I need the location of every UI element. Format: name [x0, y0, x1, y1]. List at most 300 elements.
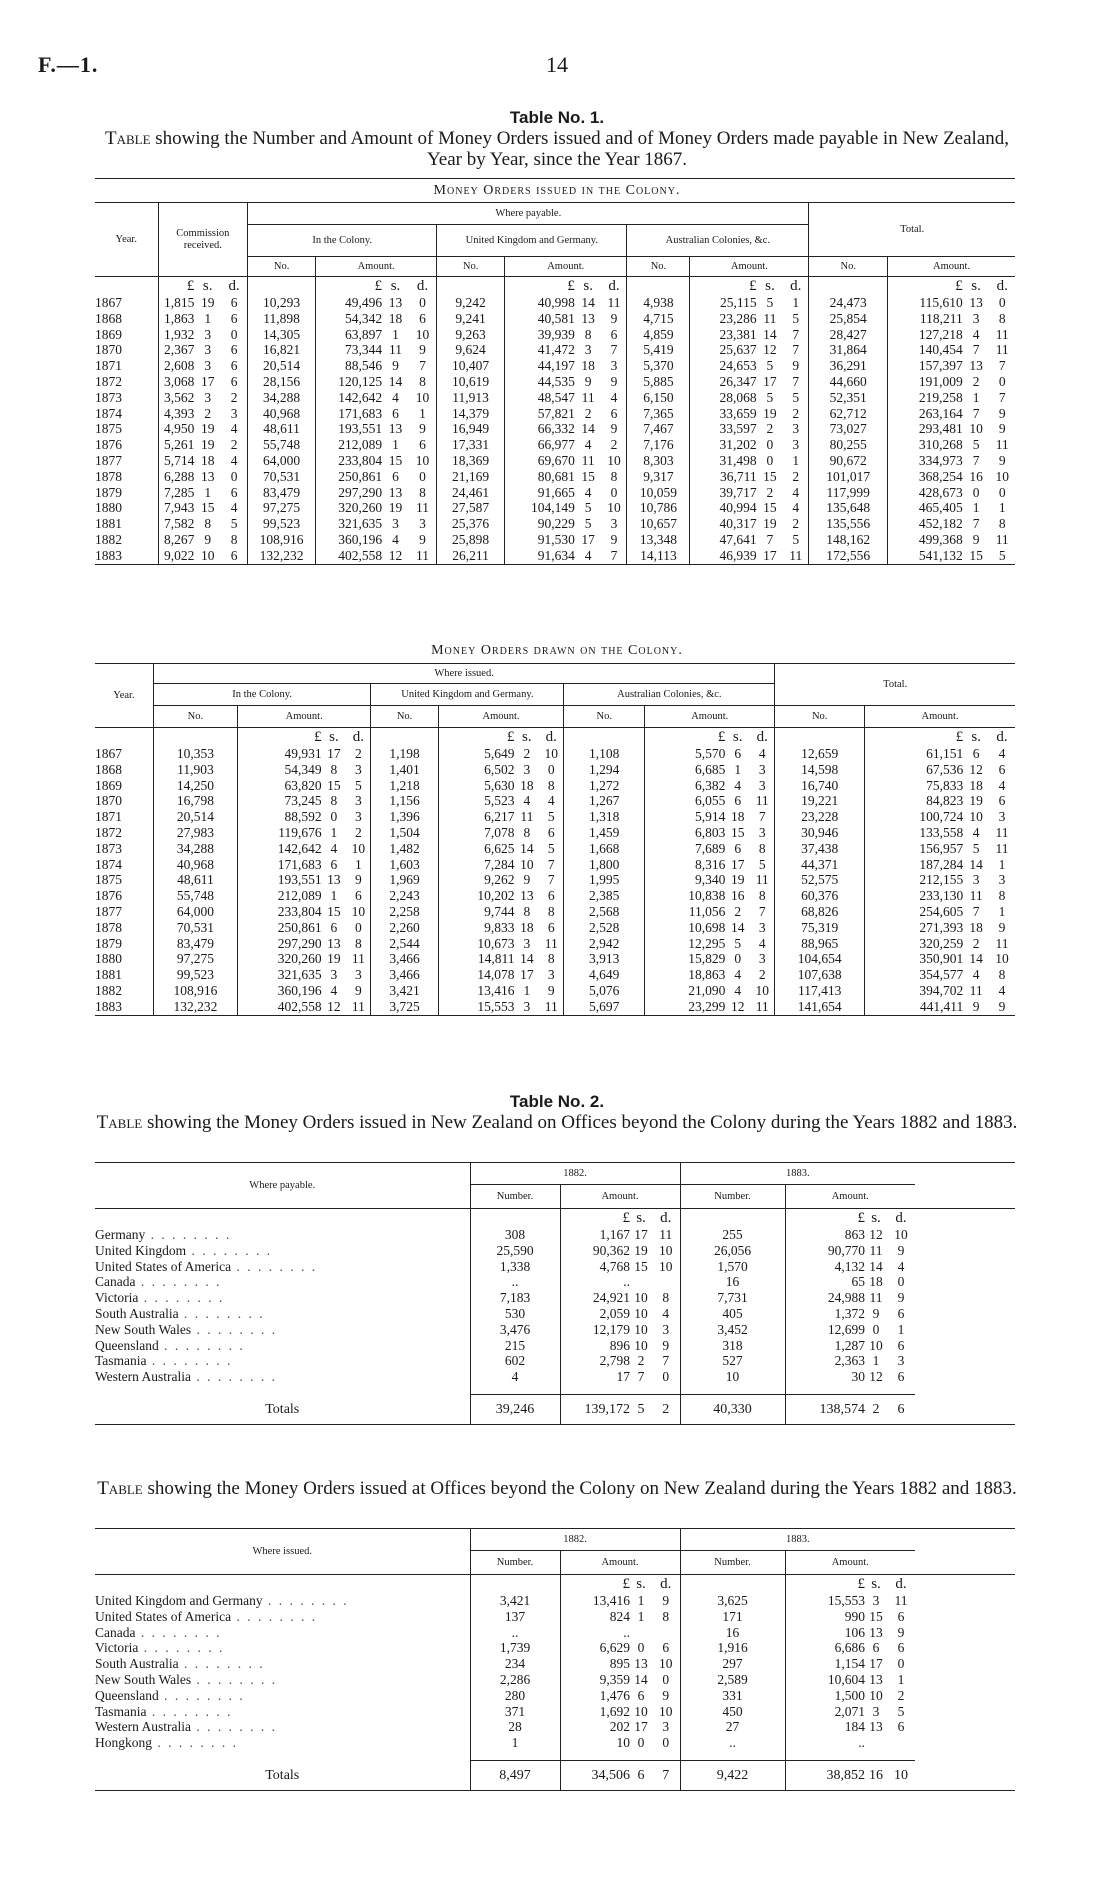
table-row: [95, 872, 1015, 888]
uk-pence: 7: [547, 856, 555, 872]
shilling-symbol: s.: [329, 729, 339, 745]
australian-number: 5,885: [627, 374, 690, 390]
uk-shillings: 3: [523, 761, 531, 777]
empty-cell: [915, 1688, 1015, 1704]
number-1883: 27: [680, 1719, 785, 1735]
table-row: [95, 983, 1015, 999]
place-name: [95, 1735, 470, 1751]
leader-dots: . . . . . . . .: [152, 1735, 238, 1751]
pounds-1883: 15,553: [785, 1593, 865, 1609]
shillings-1882: 19: [634, 1242, 648, 1258]
commission-pence: 8: [230, 531, 238, 547]
commission-pounds: 2,367: [158, 342, 194, 358]
col-no-header: No.: [153, 706, 237, 728]
empty-cell: [95, 277, 158, 296]
empty-cell: [470, 1751, 560, 1761]
total-pence: 9: [998, 421, 1006, 437]
uk-shillings: 3: [523, 998, 531, 1014]
empty-cell: [915, 1593, 1015, 1609]
total-pence: 9: [998, 919, 1006, 935]
colony-pence: 10: [351, 903, 366, 919]
colony-shillings: 15: [327, 903, 341, 919]
empty-cell: [470, 1575, 560, 1594]
table-row: [95, 1274, 1015, 1290]
colony-number: 83,479: [248, 485, 316, 501]
total-number: 16,740: [775, 778, 865, 794]
shillings-1883: 12: [869, 1369, 883, 1385]
place-name: [95, 1243, 470, 1259]
pence-1882: 10: [659, 1242, 673, 1258]
col-number-header: Number.: [680, 1551, 785, 1575]
empty-cell: [437, 277, 505, 296]
total-pence: 0: [998, 484, 1006, 500]
empty-cell: [785, 1751, 865, 1761]
uk-shillings: 4: [584, 547, 592, 563]
uk-shillings: 5: [584, 516, 592, 532]
shillings-1882: 0: [637, 1735, 645, 1751]
colony-number: 99,523: [248, 516, 316, 532]
leader-dots: . . . . . . . .: [191, 1369, 278, 1385]
uk-number: 1,401: [371, 762, 438, 778]
uk-pounds: 5,630: [438, 778, 514, 794]
total-pence: 3: [998, 872, 1006, 888]
total-pence: 3: [998, 809, 1006, 825]
uk-pounds: 7,284: [438, 857, 514, 873]
commission-pounds: 7,285: [158, 485, 194, 501]
uk-number: 11,913: [437, 390, 505, 406]
uk-number: 2,258: [371, 904, 438, 920]
table-row: [95, 1640, 1015, 1656]
total-pounds: 310,268: [888, 437, 963, 453]
total-pence-1883: 6: [887, 1395, 915, 1425]
col-amount-header: Amount.: [645, 706, 775, 728]
australian-pence: 1: [792, 295, 800, 310]
number-1883: 171: [680, 1609, 785, 1625]
commission-pence: 6: [230, 484, 238, 500]
pence-1883: 6: [897, 1640, 905, 1656]
uk-number: 10,619: [437, 374, 505, 390]
uk-pounds: 9,744: [438, 904, 514, 920]
total-shillings-1882: 6: [630, 1761, 652, 1791]
place-name: [95, 1656, 470, 1672]
col-where-payable-header: Where payable.: [95, 1163, 470, 1209]
commission-pounds: 7,943: [158, 500, 194, 516]
place-name: [95, 1719, 470, 1735]
australian-pounds: 5,914: [645, 809, 726, 825]
australian-pounds: 33,659: [690, 406, 757, 422]
col-number-header: Number.: [470, 1185, 560, 1209]
pence-symbol: d.: [608, 278, 620, 294]
colony-pounds: 360,196: [316, 532, 383, 548]
col-amount-header: Amount.: [785, 1551, 915, 1575]
number-1882: 1: [470, 1735, 560, 1751]
empty-cell: [915, 1338, 1015, 1354]
total-pence: 7: [998, 389, 1006, 405]
australian-number: 10,786: [627, 500, 690, 516]
australian-pounds: 47,641: [690, 532, 757, 548]
uk-number: 2,243: [371, 888, 438, 904]
leader-dots: . . . . . . . .: [138, 1290, 225, 1306]
total-shillings: 3: [972, 872, 980, 888]
pounds-1883: 2,071: [785, 1704, 865, 1720]
colony-number: 14,250: [153, 778, 237, 794]
colony-pounds: 233,804: [237, 904, 321, 920]
empty-cell: [627, 277, 690, 296]
colony-pounds: 63,820: [237, 778, 321, 794]
uk-shillings: 4: [523, 793, 531, 809]
total-number: 62,712: [809, 406, 888, 422]
number-1882: 137: [470, 1609, 560, 1625]
australian-pounds: 18,863: [645, 967, 726, 983]
pence-1882: 9: [662, 1687, 670, 1703]
uk-pence: 5: [547, 840, 555, 856]
year-cell: 1877: [95, 452, 122, 468]
total-shillings: 9: [972, 998, 980, 1014]
commission-pence: 0: [230, 326, 238, 342]
uk-pence: 9: [610, 421, 618, 437]
australian-pounds: 26,347: [690, 374, 757, 390]
total-pounds: 127,218: [888, 327, 963, 343]
colony-shillings: 4: [392, 531, 399, 547]
commission-pence: 3: [230, 405, 238, 421]
australian-shillings: 17: [730, 856, 745, 872]
pounds-1883: 106: [785, 1625, 865, 1641]
australian-number: 13,348: [627, 532, 690, 548]
australian-shillings: 4: [734, 967, 742, 983]
australian-pence: 11: [755, 793, 769, 809]
pence-1882: 9: [662, 1593, 670, 1608]
table-row: [95, 327, 1015, 343]
pence-1882: 0: [662, 1671, 670, 1687]
year-cell: 1867: [95, 746, 122, 761]
uk-shillings: 15: [581, 468, 595, 484]
col-amount-header: Amount.: [505, 257, 627, 277]
year-cell: 1874: [95, 405, 122, 421]
total-shillings: 13: [969, 358, 983, 374]
australian-number: 4,649: [564, 967, 645, 983]
colony-pounds: 402,558: [316, 548, 383, 564]
year-cell: 1875: [95, 421, 122, 437]
total-shillings: 4: [972, 967, 980, 983]
pounds-1883: 1,154: [785, 1656, 865, 1672]
year-cell: 1875: [95, 872, 122, 888]
table-row: [95, 516, 1015, 532]
pound-symbol: £: [158, 277, 194, 296]
colony-pence: 2: [354, 824, 362, 840]
commission-pounds: 4,393: [158, 406, 194, 422]
pence-1882: 3: [662, 1719, 670, 1735]
year-cell: 1882: [95, 982, 122, 998]
uk-pence: 8: [547, 951, 555, 967]
australian-pence: 3: [758, 777, 766, 793]
colony-pounds: 212,089: [316, 437, 383, 453]
uk-number: 3,725: [371, 999, 438, 1015]
year-cell: 1871: [95, 809, 122, 825]
total-number: 90,672: [809, 453, 888, 469]
pence-symbol: d.: [352, 729, 364, 745]
total-number-1883: 9,422: [680, 1761, 785, 1791]
commission-shillings: 3: [204, 389, 212, 405]
place-label: Canada: [95, 1624, 136, 1640]
total-pounds: 465,405: [888, 500, 963, 516]
australian-shillings: 5: [766, 389, 774, 405]
colony-shillings: 9: [392, 358, 399, 374]
totals-row-group: [95, 1385, 1015, 1425]
total-pence-1882: 7: [652, 1761, 680, 1791]
total-pounds: 140,454: [888, 342, 963, 358]
australian-pence: 2: [758, 967, 766, 983]
uk-shillings: 13: [520, 888, 534, 904]
empty-cell: [95, 728, 153, 747]
colony-pounds: 88,592: [237, 809, 321, 825]
uk-pence: 5: [547, 809, 555, 825]
empty-cell: [915, 1672, 1015, 1688]
year-cell: 1869: [95, 777, 122, 793]
uk-shillings: 14: [581, 295, 595, 310]
australian-shillings: 2: [766, 484, 774, 500]
colony-pounds: 54,349: [237, 762, 321, 778]
colony-pounds: 120,125: [316, 374, 383, 390]
total-shillings: 7: [972, 405, 980, 421]
section-issued-heading: Money Orders issued in the Colony.: [433, 183, 681, 198]
uk-number: 17,331: [437, 437, 505, 453]
australian-shillings: 11: [763, 310, 777, 326]
pounds-1883: 1,372: [785, 1306, 865, 1322]
year-cell: 1876: [95, 437, 122, 453]
australian-pence: 4: [792, 484, 800, 500]
spacer-row: [95, 1751, 1015, 1761]
empty-cell: [865, 1751, 887, 1761]
shillings-1883: 9: [872, 1305, 880, 1321]
shillings-1882: 10: [634, 1337, 648, 1353]
total-pounds: 115,610: [888, 295, 963, 311]
table-row: [95, 469, 1015, 485]
place-name: [95, 1338, 470, 1354]
place-label: Tasmania: [95, 1353, 147, 1369]
uk-pence: 10: [607, 500, 621, 516]
pounds-1883: 90,770: [785, 1243, 865, 1259]
empty-cell: [915, 1609, 1015, 1625]
colony-shillings: 6: [330, 856, 338, 872]
empty-cell: [680, 1575, 785, 1594]
year-cell: 1883: [95, 998, 122, 1014]
uk-pounds: 39,939: [505, 327, 575, 343]
table-3-caption: [92, 1478, 1022, 1499]
uk-number: 3,421: [371, 983, 438, 999]
commission-pence: 4: [230, 452, 238, 468]
uk-shillings: 3: [584, 342, 592, 358]
total-pounds-1883: 38,852: [785, 1761, 865, 1791]
pound-symbol: £: [645, 728, 726, 747]
totals-row: [95, 1761, 1015, 1791]
australian-pounds: 23,381: [690, 327, 757, 343]
commission-pounds: 9,022: [158, 548, 194, 564]
col-no-header: No.: [627, 257, 690, 277]
uk-pence: 3: [610, 358, 618, 374]
shillings-1882: 10: [634, 1290, 648, 1306]
pence-1883: 6: [897, 1305, 905, 1321]
total-pounds: 61,151: [865, 746, 964, 762]
uk-pence: 8: [610, 468, 618, 484]
total-number: 14,598: [775, 762, 865, 778]
pence-symbol: d.: [895, 1210, 907, 1226]
australian-pounds: 15,829: [645, 951, 726, 967]
pounds-1883: 1,500: [785, 1688, 865, 1704]
uk-shillings: 9: [584, 373, 592, 389]
table-row: [95, 1672, 1015, 1688]
australian-pence: 8: [758, 888, 766, 904]
australian-shillings: 15: [763, 500, 777, 516]
australian-shillings: 5: [734, 935, 742, 951]
uk-pounds: 5,523: [438, 793, 514, 809]
shillings-1883: 12: [869, 1227, 883, 1242]
uk-shillings: 11: [581, 452, 595, 468]
commission-shillings: 19: [200, 437, 215, 453]
australian-number: 1,294: [564, 762, 645, 778]
colony-shillings: 11: [389, 342, 402, 358]
year-cell: 1882: [95, 531, 122, 547]
uk-shillings: 8: [584, 326, 592, 342]
total-pounds: 394,702: [865, 983, 964, 999]
leader-dots: . . . . . . . .: [145, 1227, 232, 1242]
shillings-1883: 3: [872, 1593, 880, 1608]
australian-pounds: 21,090: [645, 983, 726, 999]
colony-shillings: 6: [330, 919, 338, 935]
total-pounds: 84,823: [865, 793, 964, 809]
number-1882: 215: [470, 1338, 560, 1354]
number-1882: 7,183: [470, 1290, 560, 1306]
total-pence: 8: [998, 310, 1006, 326]
colony-pence: 1: [419, 405, 426, 421]
table-row: [95, 809, 1015, 825]
total-pence: 9: [998, 998, 1006, 1014]
shillings-1883: 11: [869, 1242, 883, 1258]
colony-pounds: 193,551: [237, 872, 321, 888]
colony-number: 70,531: [153, 920, 237, 936]
commission-pence: 4: [230, 421, 238, 437]
shillings-1883: 14: [869, 1258, 883, 1274]
australian-pounds: 6,803: [645, 825, 726, 841]
pence-1882: [652, 1625, 680, 1641]
uk-pence: 9: [610, 531, 618, 547]
colony-number: 64,000: [248, 453, 316, 469]
colony-shillings: 4: [392, 389, 399, 405]
uk-pounds: 80,681: [505, 469, 575, 485]
colony-shillings: 15: [388, 452, 403, 468]
pence-symbol: d.: [228, 278, 240, 294]
total-shillings: 12: [969, 761, 983, 777]
total-shillings: 7: [972, 342, 980, 358]
table-row: [95, 1259, 1015, 1275]
colony-pounds: 360,196: [237, 983, 321, 999]
pound-symbol: £: [237, 728, 321, 747]
commission-pence: 4: [230, 500, 238, 516]
total-number: 24,473: [809, 295, 888, 311]
table-row: [95, 746, 1015, 762]
colony-pence: 11: [416, 547, 429, 563]
empty-cell: [680, 1209, 785, 1228]
uk-shillings: 13: [581, 310, 595, 326]
total-number: 75,319: [775, 920, 865, 936]
colony-number: 55,748: [153, 888, 237, 904]
colony-shillings: 1: [392, 437, 399, 453]
australian-pence: 3: [758, 951, 766, 967]
leader-dots: . . . . . . . .: [231, 1608, 318, 1624]
commission-pounds: 5,261: [158, 437, 194, 453]
uk-pounds: 66,332: [505, 421, 575, 437]
col-uk-germany-header: United Kingdom and Germany.: [371, 684, 564, 706]
australian-number: 1,459: [564, 825, 645, 841]
australian-shillings: 16: [730, 888, 745, 904]
uk-pence: 4: [547, 793, 555, 809]
colony-pence: 10: [415, 389, 430, 405]
uk-pounds: 15,553: [438, 999, 514, 1015]
col-in-colony-header: In the Colony.: [248, 225, 437, 257]
australian-shillings: 15: [763, 468, 777, 484]
uk-number: 25,898: [437, 532, 505, 548]
uk-shillings: 11: [581, 389, 595, 405]
uk-pence: 10: [544, 746, 558, 761]
australian-shillings: 4: [734, 982, 742, 998]
australian-number: 3,913: [564, 951, 645, 967]
pence-symbol: d.: [895, 1576, 907, 1592]
uk-number: 2,260: [371, 920, 438, 936]
shilling-symbol: s.: [732, 729, 743, 745]
shillings-1883: 11: [869, 1290, 883, 1306]
total-shillings: 4: [972, 824, 980, 840]
total-pounds: 271,393: [865, 920, 964, 936]
number-1883: 450: [680, 1704, 785, 1720]
total-shillings-1883: 2: [865, 1395, 887, 1425]
total-shillings: 5: [972, 437, 980, 453]
table-row: [95, 793, 1015, 809]
total-pounds-1883: 138,574: [785, 1395, 865, 1425]
australian-number: 1,272: [564, 778, 645, 794]
number-1882: 3,476: [470, 1322, 560, 1338]
total-number: 19,221: [775, 793, 865, 809]
table-row: [95, 1353, 1015, 1369]
commission-pounds: 2,608: [158, 358, 194, 374]
australian-pounds: 10,838: [645, 888, 726, 904]
total-pence: 1: [998, 856, 1006, 872]
colony-pounds: 73,245: [237, 793, 321, 809]
table-row: [95, 999, 1015, 1015]
uk-pence: 2: [610, 437, 618, 453]
total-shillings: 13: [969, 295, 983, 310]
leader-dots: . . . . . . . .: [146, 1353, 233, 1369]
year-cell: 1881: [95, 967, 122, 983]
colony-shillings: 12: [327, 998, 341, 1014]
uk-pence: 8: [547, 777, 555, 793]
table-row: [95, 1369, 1015, 1385]
total-shillings: 11: [969, 982, 983, 998]
total-pence: 0: [998, 295, 1006, 310]
australian-pence: 11: [755, 872, 769, 888]
empty-cell: [95, 1385, 470, 1395]
total-pence: 10: [995, 468, 1009, 484]
australian-pence: 3: [792, 421, 800, 437]
australian-pounds: 40,994: [690, 500, 757, 516]
colony-pence: 2: [354, 746, 362, 761]
currency-header-row-group: [95, 1209, 1015, 1228]
total-pounds: 428,673: [888, 485, 963, 501]
total-shillings: 7: [972, 903, 980, 919]
colony-shillings: 1: [392, 326, 399, 342]
colony-shillings: 3: [392, 516, 399, 532]
total-pence: 1: [998, 500, 1006, 516]
australian-shillings: 14: [763, 326, 777, 342]
pounds-1882: 6,629: [560, 1640, 630, 1656]
